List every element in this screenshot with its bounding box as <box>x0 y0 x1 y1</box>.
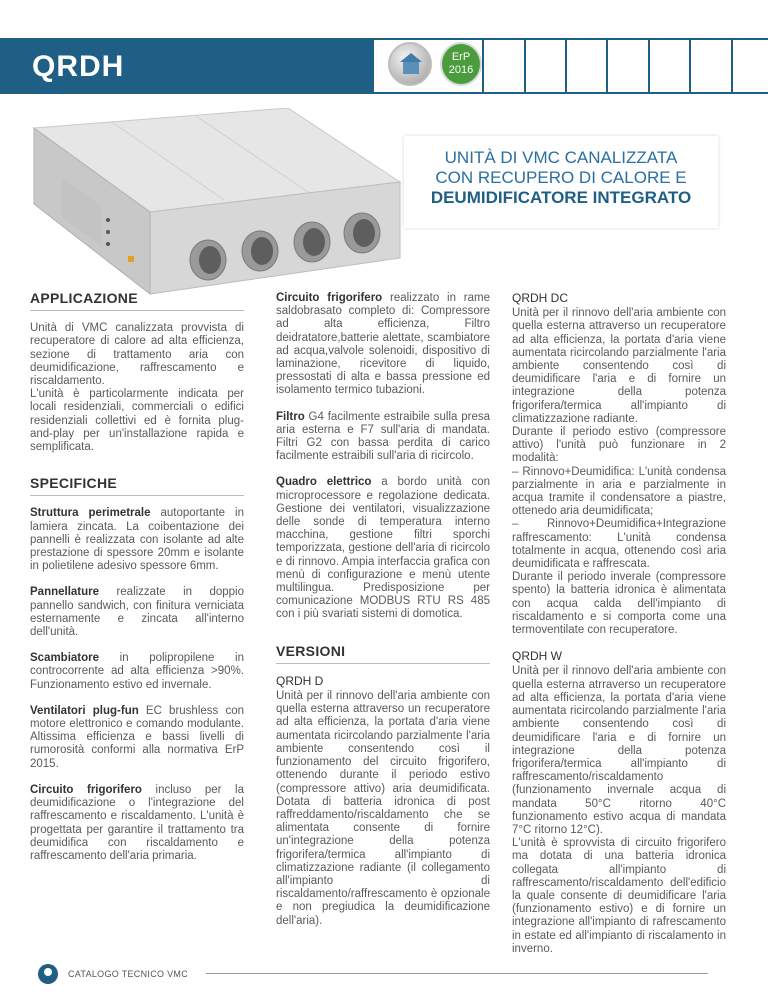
column-3 <box>512 292 726 956</box>
spec-label: Circuito frigorifero <box>30 783 142 796</box>
spec-text: realizzato in rame saldobrasato completo di: Compressore ad alta efficienza, Filtro deidratatore,batterie alettate, scambiatore ad acqua,valvole solenoidi, dispositivo di laminazione, ricevitore di liquido, pressostati di alta e bassa pressione ed isolamento termico tubazioni. <box>276 292 490 397</box>
spec-text: realizzate in doppio pannello sandwich, con finitura verniciata esternamente e zincata all'interno dell'unità. <box>30 586 244 639</box>
spec-text: G4 facilmente estraibile sulla presa aria esterna e F7 sull'aria di mandata. Filtri G2 con bassa perdita di carico facilmente estraibili sull'aria di ricircolo. <box>276 410 490 463</box>
footer-catalog-label: CATALOGO TECNICO VMC <box>68 969 189 979</box>
spec-label: Pannellature <box>30 586 100 599</box>
spec-item <box>30 586 244 639</box>
spec-item <box>276 292 490 398</box>
section-title-applicazione: APPLICAZIONE <box>30 292 244 311</box>
version-title-qrdh-w: QRDH W <box>512 649 562 664</box>
spec-item <box>30 705 244 771</box>
spec-text: incluso per la deumidificazione o l'integrazione del raffrescamento e riscaldamento. L'unità è progettata per garantire il trattamento tra deumidifica con riscaldamento e raffrescamento dell'aria primaria. <box>30 783 244 862</box>
spec-item <box>276 476 490 621</box>
house-badge-icon <box>388 42 432 86</box>
spec-label: Ventilatori plug-fun <box>30 704 139 717</box>
version-text-qrdh-dc-p3: – Rinnovo+Deumidifica: L'unità condensa parzialmente in aria e parzialmente in acqua tramite il condensatore a piastre, ottenedo aria deumidificata; <box>512 465 726 518</box>
spec-label: Quadro elettrico <box>276 476 372 489</box>
applicazione-p2: L'unità è particolarmente indicata per locali residenziali, commerciali o edifici residenziali collettivi ed è fornita plug-and-play per un'installazione rapida e semplificata. <box>30 388 244 454</box>
page-header <box>0 38 768 94</box>
version-title-qrdh-d: QRDH D <box>276 673 324 688</box>
subtitle-line-1: UNITÀ DI VMC CANALIZZATA <box>444 148 678 167</box>
spec-label: Circuito frigorifero <box>276 292 383 304</box>
company-logo-icon <box>38 964 58 984</box>
erp-badge-label: ErP <box>451 51 471 63</box>
page-title: QRDH <box>32 50 125 83</box>
spec-text: EC brushless con motore elettronico e comando modulante. Altissima efficienza e bassi livelli di rumorosità conformi alla normativa ErP 2015. <box>30 704 244 770</box>
header-title-band <box>0 38 372 94</box>
subtitle <box>404 148 718 208</box>
subtitle-line-2: CON RECUPERO DI CALORE E <box>435 168 687 187</box>
version-text-qrdh-dc-p5: Durante il periodo inverale (compressore spento) la batteria idronica è alimentata con acqua calda dell'impianto di riscaldamento e si comporta come una termoventilate con recuperatore. <box>512 571 726 637</box>
footer-divider <box>206 973 708 974</box>
version-text-qrdh-dc-p1: Unità per il rinnovo dell'aria ambiente con quella esterna attraverso un recuperatore ad alta efficienza, la portata d'aria viene aumentata ricircolando parzialmente l'aria ambiente consentendo così di deumidificare l'aria e di fornire un integrazione della potenza frigorifera/termica all'impianto di climatizzazione radiante. <box>512 307 726 425</box>
product-image <box>28 108 408 298</box>
spec-item <box>30 652 244 692</box>
spec-text: a bordo unità con microprocessore e regolazione dedicata. Gestione dei ventilatori, visualizzazione delle sonde di temperatura interno macchina, gestione filtri sporchi temporizzata, gestione dell'aria di ricircolo e di rinnovo. Ampia interfaccia grafica con menù di configurazione e menù utente multilingua. Predisposizione per comunicazione MODBUS RTU RS 485 con i più svariati sistemi di domotica. <box>276 476 490 621</box>
spec-label: Scambiatore <box>30 652 100 665</box>
version-text-qrdh-w-p1: Unità per il rinnovo dell'aria ambiente con quella esterna atrraverso un recuperatore ad alta efficienza, la portata d'aria viene aumentata ricircolando parzialmente l'aria ambiente consentendo così di deumidificare l'aria e di fornire un integrazione della potenza frigorifera/termica all'impianto di raffrescamento/riscaldamento (funzionamento invernale acqua di mandata 50°C ritorno 40°C funzionamento estivo acqua di mandata 7°C ritorno 12°C). <box>512 665 726 836</box>
column-2 <box>276 292 490 941</box>
version-text-qrdh-dc-p2: Durante il periodo estivo (compressore attivo) l'unità può funzionare in 2 modalità: <box>512 426 726 465</box>
spec-item <box>276 411 490 464</box>
version-text-qrdh-d: Unità per il rinnovo dell'aria ambiente con quella esterna attraverso un recuperatore ad alta efficienza, la portata d'aria viene aumentata ricircolando parzialmente l'aria ambiente consentendo così il funzionamento del circuito frigorifero, ottenendo durante il periodo estivo (compressore attivo) aria deumidificata. Dotata di batteria idronica di post raffreddamento/riscaldamento che se alimentata consente di fornire un'integrazione della potenza frigorifera/termica all'impianto di climatizzazione radiante (il collegamento all'impianto di riscaldamento/raffrescamento è opzionale e non pregiudica la deumidificazione dell'aria). <box>276 690 490 927</box>
section-title-versioni: VERSIONI <box>276 645 490 664</box>
erp-badge-icon <box>440 42 482 86</box>
column-1 <box>30 292 244 876</box>
spec-label: Struttura perimetrale <box>30 507 151 520</box>
erp-badge-year: 2016 <box>448 64 474 76</box>
spec-item <box>30 507 244 573</box>
spec-text: autoportante in lamiera zincata. La coibentazione dei pannelli è realizzata con isolante ad alte prestazione di spessore 20mm e isolante in polietilene adesivo spessore 6mm. <box>30 507 244 573</box>
spec-label: Filtro <box>276 410 305 423</box>
version-text-qrdh-dc-p4: – Rinnovo+Deumidifica+Integrazione raffrescamento: L'unità condensa totalmente in acqua, ottenendo così aria deumidificata e raffrescata. <box>512 518 726 571</box>
version-text-qrdh-w-p2: L'unità è sprovvista di circuito frigorifero ma dotata di una batteria idronica collegata all'impianto di raffrescamento/riscaldamento dell'edificio la quale consente di deumidificare l'aria (funzionamento estivo) e di fornire un integrazione all'impianto di rafrescamento in estate ed all'impianto di riscalamento in inverno. <box>512 837 726 955</box>
version-title-qrdh-dc: QRDH DC <box>512 291 568 305</box>
section-title-specifiche: SPECIFICHE <box>30 477 244 496</box>
applicazione-p1: Unità di VMC canalizzata provvista di recuperatore di calore ad alta efficienza, sezione di trattamento aria con deumidificazione, raffrescamento e riscaldamento. <box>30 322 244 388</box>
subtitle-line-3: DEUMIDIFICATORE INTEGRATO <box>430 188 692 207</box>
subtitle-box <box>404 136 718 228</box>
spec-text: in polipropilene in controcorrente ad alta efficienza >90%. Funzionamento estivo ed invernale. <box>30 652 244 691</box>
spec-item <box>30 784 244 863</box>
